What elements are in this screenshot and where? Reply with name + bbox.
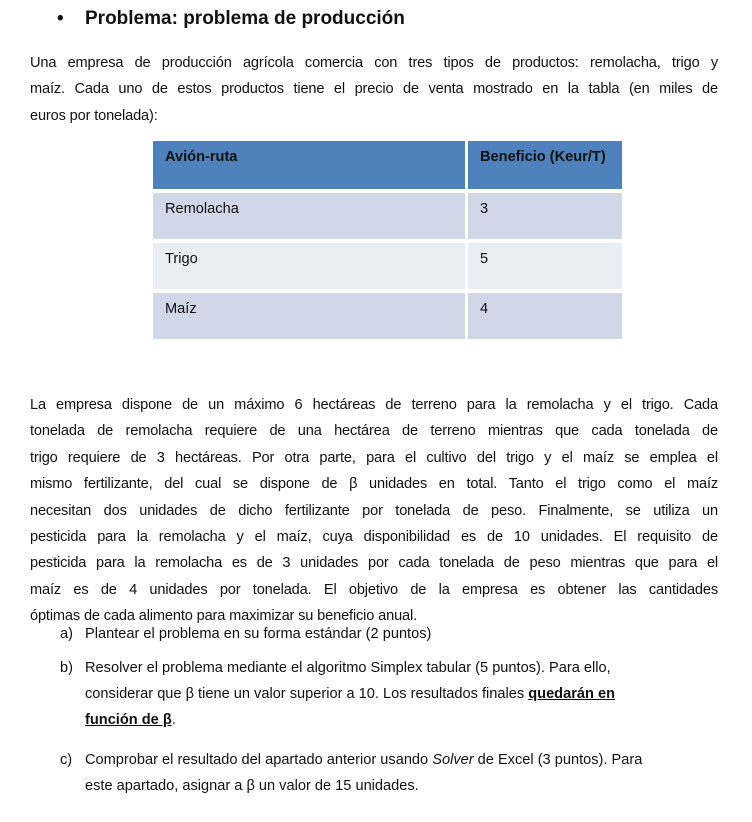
list-marker: c) bbox=[60, 752, 73, 768]
table-cell: 5 bbox=[468, 243, 625, 293]
item-text-line bbox=[85, 707, 720, 733]
intro-paragraph bbox=[30, 50, 718, 129]
table-cell: 4 bbox=[468, 293, 625, 343]
table-cell: Remolacha bbox=[153, 193, 468, 243]
list-item-a bbox=[60, 621, 720, 647]
italic-text: Solver bbox=[432, 752, 474, 768]
header-cell: Avión-ruta bbox=[153, 141, 468, 193]
item-text: Comprobar el resultado del apartado anterior usando bbox=[85, 752, 433, 768]
table-row bbox=[153, 243, 625, 293]
text-line: tonelada de remolacha requiere de una hectárea de terreno mientras que cada tonelada de bbox=[30, 423, 718, 440]
price-table bbox=[153, 141, 625, 343]
text-line: Una empresa de producción agrícola comercia con tres tipos de productos: remolacha, trigo y bbox=[30, 55, 718, 71]
text-line: maíz. Cada uno de estos productos tiene el precio de venta mostrado en la tabla (en miles de bbox=[30, 81, 718, 98]
text-line: mismo fertilizante, del cual se dispone de β unidades en total. Tanto el trigo como el maíz bbox=[30, 476, 718, 493]
text-line: óptimas de cada alimento para maximizar su beneficio anual. bbox=[30, 608, 418, 625]
text-line: maíz es de 4 unidades por tonelada. El objetivo de la empresa es obtener las cantidades bbox=[30, 581, 718, 598]
header-cell: Beneficio (Keur/T) bbox=[468, 141, 625, 193]
table-cell: 3 bbox=[468, 193, 625, 243]
item-text-line bbox=[85, 681, 720, 707]
list-item-b bbox=[60, 655, 720, 733]
item-text: Plantear el problema en su forma estándar (2 puntos) bbox=[85, 626, 432, 642]
item-text-line bbox=[85, 747, 720, 773]
item-text: este apartado, asignar a β un valor de 15 unidades. bbox=[85, 778, 419, 794]
emphasis-text: función de β bbox=[85, 712, 172, 728]
list-item-c bbox=[60, 747, 720, 799]
problem-heading bbox=[57, 8, 405, 30]
text-line: necesitan dos unidades de dicho fertilizante por tonelada de peso. Finalmente, se utiliza un bbox=[30, 502, 718, 519]
text-line: euros por tonelada): bbox=[30, 107, 158, 124]
item-text: . bbox=[171, 712, 176, 728]
table-row bbox=[153, 293, 625, 343]
heading-text: Problema: problema de producción bbox=[85, 8, 405, 29]
table-header bbox=[153, 141, 625, 193]
text-line: trigo requiere de 3 hectáreas. Por otra parte, para el cultivo del trigo y el maíz se emplea el bbox=[30, 449, 718, 466]
table-cell: Trigo bbox=[153, 243, 468, 293]
item-text: Resolver el problema mediante el algoritmo Simplex tabular (5 puntos). Para ello, bbox=[85, 660, 611, 676]
emphasis-text: quedarán en bbox=[528, 686, 616, 702]
text-line: La empresa dispone de un máximo 6 hectáreas de terreno para la remolacha y el trigo. Cada bbox=[30, 397, 718, 413]
table-row bbox=[153, 193, 625, 243]
list-marker: b) bbox=[60, 660, 73, 676]
text-line: pesticida para la remolacha y el maíz, cuya disponibilidad es de 10 unidades. El requisito de bbox=[30, 528, 718, 545]
item-text: de Excel (3 puntos). Para bbox=[473, 752, 643, 768]
bullet: • bbox=[57, 8, 64, 29]
item-text: considerar que β tiene un valor superior a 10. Los resultados finales bbox=[85, 686, 529, 702]
body-paragraph bbox=[30, 392, 718, 630]
list-marker: a) bbox=[60, 626, 73, 642]
text-line: pesticida para la remolacha es de 3 unidades por cada tonelada de peso mientras que para el bbox=[30, 555, 718, 572]
table-cell: Maíz bbox=[153, 293, 468, 343]
